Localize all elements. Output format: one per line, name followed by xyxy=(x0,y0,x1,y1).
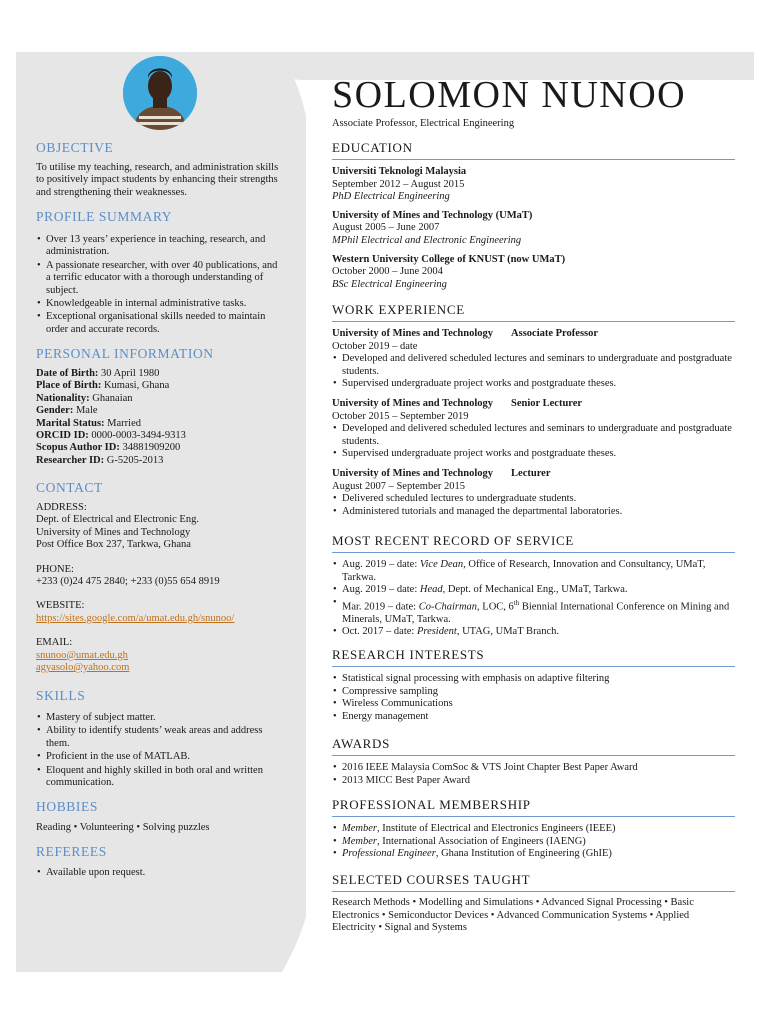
page-title: SOLOMON NUNOO xyxy=(332,74,687,116)
list-item: • Ability to identify students’ weak areas and address them. xyxy=(36,725,281,750)
objective-text: To utilise my teaching, research, and administration skills to positively impact students by enhancing their strengths and strengthening their weaknesses. xyxy=(36,162,279,198)
objective-heading: OBJECTIVE xyxy=(36,140,114,155)
profile-summary-list xyxy=(36,234,281,337)
list-item: • Developed and delivered scheduled lectures and seminars to undergraduate and postgraduate students. xyxy=(332,423,735,448)
gender-row: Gender: Male xyxy=(36,405,98,417)
list-item: • 2013 MICC Best Paper Award xyxy=(332,775,735,788)
list-item: • Oct. 2017 – date: President, UTAG, UMaT Branch. xyxy=(332,626,735,639)
list-item: • Compressive sampling xyxy=(332,686,735,699)
avatar xyxy=(123,56,197,130)
list-item: • Mastery of subject matter. xyxy=(36,712,281,724)
list-item: • Member, International Association of Engineers (IAENG) xyxy=(332,836,735,849)
work-experience-list xyxy=(332,328,735,518)
phone-value: +233 (0)24 475 2840; +233 (0)55 654 8919 xyxy=(36,576,220,588)
list-item: • Knowledgeable in internal administrative tasks. xyxy=(36,298,281,310)
contact-block xyxy=(36,502,281,674)
list-item: • Over 13 years’ experience in teaching, research, and administration. xyxy=(36,234,281,259)
list-item: • Aug. 2019 – date: Head, Dept. of Mechanical Eng., UMaT, Tarkwa. xyxy=(332,584,735,597)
list-item: • Energy management xyxy=(332,711,735,724)
list-item: • Aug. 2019 – date: Vice Dean, Office of Research, Innovation and Consultancy, UMaT, Tarkwa. xyxy=(332,559,735,584)
list-item: • 2016 IEEE Malaysia ComSoc & VTS Joint Chapter Best Paper Award xyxy=(332,762,735,775)
list-item: • Professional Engineer, Ghana Institution of Engineering (GhIE) xyxy=(332,848,735,861)
education-entry: Western University College of KNUST (now UMaT) October 2000 – June 2004 BSc Electrical Engineering xyxy=(332,253,566,290)
nationality-row: Nationality: Ghanaian xyxy=(36,392,133,404)
awards-heading: AWARDS xyxy=(332,736,735,756)
address-line: University of Mines and Technology xyxy=(36,526,191,538)
profile-summary-heading: PROFILE SUMMARY xyxy=(36,209,173,224)
referees-heading: REFEREES xyxy=(36,844,107,859)
work-entry: University of Mines and Technology Lecturer August 2007 – September 2015 • Delivered scheduled lectures to undergraduate students. • Administered tutorials and managed the departmental laboratories. xyxy=(332,468,735,518)
list-item: • Exceptional organisational skills needed to maintain order and accurate records. xyxy=(36,311,281,336)
email-link[interactable]: agyasolo@yahoo.com xyxy=(36,662,130,674)
list-item: • Eloquent and highly skilled in both oral and written communication. xyxy=(36,765,281,790)
research-interests-list xyxy=(332,673,735,723)
pob-row: Place of Birth: Kumasi, Ghana xyxy=(36,380,170,392)
list-item: • Available upon request. xyxy=(36,867,281,879)
job-title: Associate Professor, Electrical Engineering xyxy=(332,118,515,129)
education-entry: University of Mines and Technology (UMaT) August 2005 – June 2007 MPhil Electrical and Electronic Engineering xyxy=(332,209,533,246)
service-heading: MOST RECENT RECORD OF SERVICE xyxy=(332,533,735,553)
marital-status-row: Marital Status: Married xyxy=(36,417,141,429)
orcid-row: ORCID ID: 0000-0003-3494-9313 xyxy=(36,430,186,442)
personal-information-heading: PERSONAL INFORMATION xyxy=(36,346,214,361)
list-item: • Statistical signal processing with emphasis on adaptive filtering xyxy=(332,673,735,686)
personal-information-list xyxy=(36,368,281,467)
list-item: • Mar. 2019 – date: Co-Chairman, LOC, 6th Biennial International Conference on Mining and Minerals, UMaT, Tarkwa. xyxy=(332,597,735,627)
list-item: • Developed and delivered scheduled lectures and seminars to undergraduate and postgraduate students. xyxy=(332,353,735,378)
email-label: EMAIL: xyxy=(36,637,73,649)
membership-list xyxy=(332,823,735,861)
website-link[interactable]: https://sites.google.com/a/umat.edu.gh/snunoo/ xyxy=(36,612,235,624)
website-label: WEBSITE: xyxy=(36,600,85,612)
awards-list xyxy=(332,762,735,787)
skills-list xyxy=(36,712,281,790)
researcher-id-row: Researcher ID: G-5205-2013 xyxy=(36,454,164,466)
courses-text: Research Methods • Modelling and Simulations • Advanced Signal Processing • Basic Electronics • Semiconductor Devices • Advanced Communication Systems • Applied Electricity • Signal and Systems xyxy=(332,897,694,934)
list-item: • Wireless Communications xyxy=(332,698,735,711)
list-item: • A passionate researcher, with over 40 publications, and a terrific educator with a thorough understanding of subject. xyxy=(36,260,281,297)
dob-row: Date of Birth: 30 April 1980 xyxy=(36,368,160,379)
research-interests-heading: RESEARCH INTERESTS xyxy=(332,647,735,667)
work-experience-heading: WORK EXPERIENCE xyxy=(332,302,735,322)
list-item: • Member, Institute of Electrical and Electronics Engineers (IEEE) xyxy=(332,823,735,836)
education-list xyxy=(332,166,735,291)
hobbies-text: Reading • Volunteering • Solving puzzles xyxy=(36,822,210,833)
courses-heading: SELECTED COURSES TAUGHT xyxy=(332,872,735,892)
list-item: • Supervised undergraduate project works and postgraduate theses. xyxy=(332,448,735,461)
list-item: • Supervised undergraduate project works and postgraduate theses. xyxy=(332,378,735,391)
skills-heading: SKILLS xyxy=(36,688,86,703)
education-entry: Universiti Teknologi Malaysia September 2012 – August 2015 PhD Electrical Engineering xyxy=(332,166,467,203)
email-link[interactable]: snunoo@umat.edu.gh xyxy=(36,649,128,661)
membership-heading: PROFESSIONAL MEMBERSHIP xyxy=(332,797,735,817)
address-line: Post Office Box 237, Tarkwa, Ghana xyxy=(36,539,191,551)
service-list xyxy=(332,559,735,639)
work-entry: University of Mines and Technology Associate Professor October 2019 – date • Developed and delivered scheduled lectures and seminars to undergraduate and postgraduate students. • Supervised undergraduate project works and postgraduate theses. xyxy=(332,328,735,391)
referees-list xyxy=(36,867,281,880)
list-item: • Delivered scheduled lectures to undergraduate students. xyxy=(332,493,735,506)
contact-heading: CONTACT xyxy=(36,480,103,495)
hobbies-heading: HOBBIES xyxy=(36,799,98,814)
address-line: Dept. of Electrical and Electronic Eng. xyxy=(36,514,199,526)
address-label: ADDRESS: xyxy=(36,502,87,513)
scopus-row: Scopus Author ID: 34881909200 xyxy=(36,442,181,454)
work-entry: University of Mines and Technology Senior Lecturer October 2015 – September 2019 • Developed and delivered scheduled lectures and seminars to undergraduate and postgraduate students. • Supervised undergraduate project works and postgraduate theses. xyxy=(332,398,735,461)
phone-label: PHONE: xyxy=(36,563,74,575)
person-photo-icon xyxy=(123,56,197,130)
list-item: • Administered tutorials and managed the departmental laboratories. xyxy=(332,506,735,519)
education-heading: EDUCATION xyxy=(332,140,735,160)
list-item: • Proficient in the use of MATLAB. xyxy=(36,751,281,763)
